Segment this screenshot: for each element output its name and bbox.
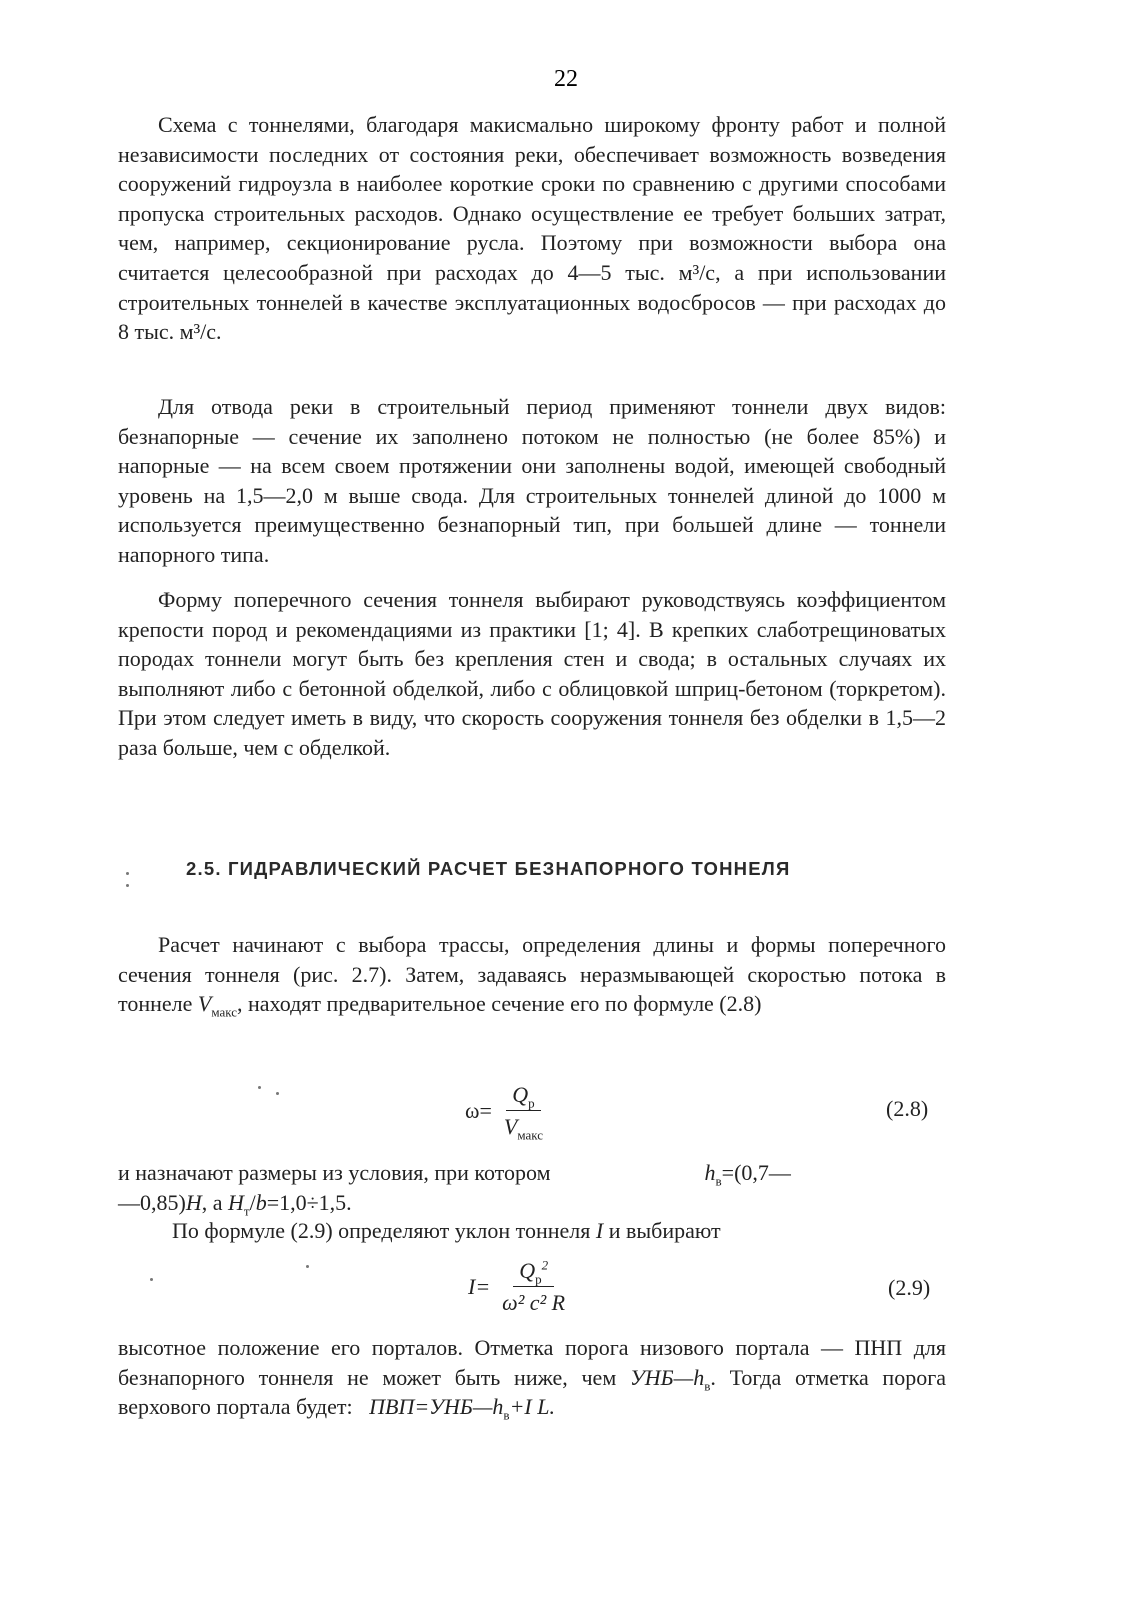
pvp-formula: $ПВП=УНБ—h_в+I$ L. [369,1394,555,1423]
formula-2-9-numerator: $Q_р^2$ [513,1258,554,1287]
formula-2-9-denominator: ω² c² R [502,1290,566,1315]
paragraph-slope-intro: По формуле (2.9) определяют уклон тоннеля I и выбирают [172,1218,721,1243]
scan-speck [306,1265,309,1268]
formula-2-8-lhs: ω= [465,1098,492,1123]
scan-speck [276,1092,279,1095]
paragraph-condition-line-1: и назначают размеры из условия, при котором $h_в=(0,7—$ [118,1160,791,1189]
formula-2-8-numerator: $Q_р$ [506,1082,540,1111]
formula-2-8 [465,1082,549,1143]
paragraph-tunnel-scheme: Схема с тоннелями, благодаря макисмально широкому фронту работ и полной независимости последних от состояния реки, обеспечивает возможность возведения сооружений гидроузла в наиболее короткие сроки по сравнению с другими способами пропуска строительных расходов. Однако осуществление ее требует больших затрат, чем, например, секционирование русла. Поэтому при возможности выбора она считается целесообразной при расходах до 4—5 тыс. м³/с, а при использовании строительных тоннелей в качестве эксплуатационных водосбросов — при расходах до 8 тыс. м³/с. [118,112,946,345]
formula-2-9 [468,1258,571,1316]
calc-text-start: Расчет начинают с выбора трассы, определения длины и формы поперечного сечения тоннеля (рис. 2.7). Затем, задаваясь неразмывающей скоростью потока в тоннеле [118,932,946,1017]
paragraph-portal-elevation: высотное положение его порталов. Отметка порога низового портала — ПНП для безнапорного тоннеля не может быть ниже, чем $УНБ—h_в$. Тогда отметка порога верхового портала будет: $ПВП=УНБ—h_в+I$ L. [118,1335,946,1423]
paragraph-condition-line-2: —0,85)H, а $H_т/b=1,0\div 1,5$. [118,1190,352,1219]
formula-2-9-fraction [496,1258,571,1316]
vmax-variable: $V_{макс}$ [197,991,238,1020]
formula-2-9-lhs: I= [468,1274,491,1299]
equation-number-2-8: (2.8) [886,1096,929,1121]
scan-speck [126,872,129,875]
section-heading: 2.5. ГИДРАВЛИЧЕСКИЙ РАСЧЕТ БЕЗНАПОРНОГО ТОННЕЛЯ [186,858,791,879]
paragraph-cross-section: Форму поперечного сечения тоннеля выбирают руководствуясь коэффициентом крепости пород и рекомендациями из практики [1; 4]. В крепких слаботрещиноватых породах тоннели могут быть без крепления стен и свода; в остальных случаях их выполняют либо с бетонной обделкой, либо с облицовкой шприц-бетоном (торкретом). При этом следует иметь в виду, что скорость сооружения тоннеля без обделки в 1,5—2 раза больше, чем с обделкой. [118,587,946,760]
formula-2-8-denominator: $V_{макс}$ [503,1114,544,1143]
paragraph-tunnel-types: Для отвода реки в строительный период применяют тоннели двух видов: безнапорные — сечение их заполнено потоком не полностью (не более 85%) и напорные — на всем своем протяжении они заполнены водой, имеющей свободный уровень на 1,5—2,0 м выше свода. Для строительных тоннелей длиной до 1000 м используется преимущественно безнапорный тип, при большей длине — тоннели напорного типа. [118,394,946,567]
scan-speck [258,1086,261,1089]
scan-speck [150,1278,153,1281]
paragraph-calculation-start [118,930,946,1019]
calc-text-end: , находят предварительное сечение его по формуле (2.8) [237,991,762,1017]
equation-number-2-9: (2.9) [888,1275,931,1300]
formula-2-8-fraction [498,1082,549,1143]
scan-speck [126,884,129,887]
page-number: 22 [554,66,578,92]
